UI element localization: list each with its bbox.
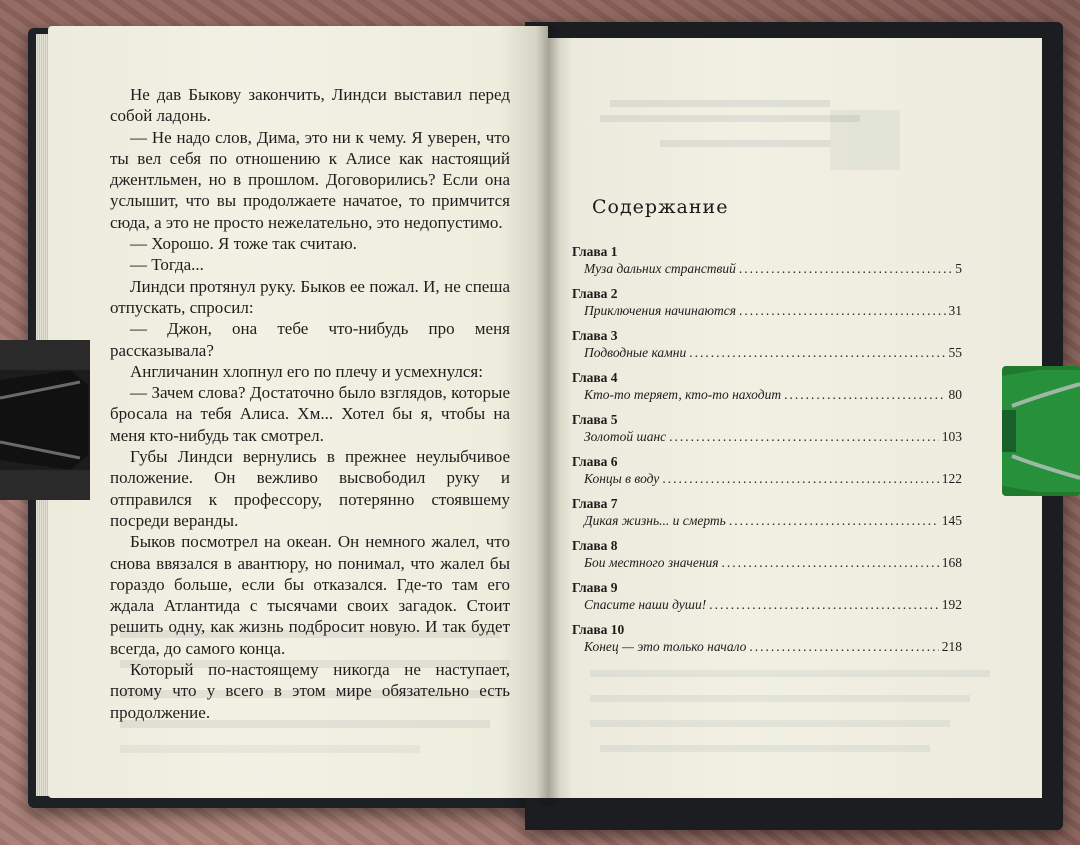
toc-page-number: 145 xyxy=(941,513,962,528)
toc-chapter: Глава 9 xyxy=(572,580,618,595)
toc-chapter: Глава 4 xyxy=(572,370,618,385)
toc-chapter: Глава 7 xyxy=(572,496,618,511)
toc-chapter-name: Приключения начинаются xyxy=(584,303,737,318)
toc-entry xyxy=(572,454,962,496)
toc-chapter: Глава 1 xyxy=(572,244,618,259)
table-of-contents xyxy=(572,244,962,664)
toc-entry xyxy=(572,580,962,622)
toc-page-number: 122 xyxy=(941,471,962,486)
toc-page-number: 31 xyxy=(948,303,962,318)
toc-leader-dots xyxy=(722,554,939,572)
paragraph: Англичанин хлопнул его по плечу и усмехнулся: xyxy=(130,361,483,381)
toc-entry xyxy=(572,370,962,412)
toc-page-number: 5 xyxy=(955,261,962,276)
paragraph: — Зачем слова? Достаточно было взглядов, которые бросала на тебя Алиса. Хм... Хотел бы я, чтобы на меня кто-нибудь так смотрел. xyxy=(110,383,510,445)
toc-chapter-name: Кто-то теряет, кто-то находит xyxy=(584,387,782,402)
toc-leader-dots xyxy=(739,302,945,320)
toc-title: Содержание xyxy=(592,196,729,218)
toc-entry xyxy=(572,496,962,538)
toc-chapter-name: Конец — это только начало xyxy=(584,639,747,654)
toc-page-number: 218 xyxy=(941,639,962,654)
toc-page-number: 80 xyxy=(948,387,962,402)
chapter-ending-text xyxy=(110,84,510,723)
paragraph: — Тогда... xyxy=(130,255,204,275)
green-binder-clip xyxy=(998,366,1080,496)
toc-chapter-name: Бои местного значения xyxy=(584,555,719,570)
toc-chapter: Глава 3 xyxy=(572,328,618,343)
paragraph: — Хорошо. Я тоже так считаю. xyxy=(130,234,357,254)
toc-leader-dots xyxy=(709,596,939,614)
toc-page-number: 192 xyxy=(941,597,962,612)
toc-chapter-name: Золотой шанс xyxy=(584,429,667,444)
toc-entry xyxy=(572,286,962,328)
toc-leader-dots xyxy=(689,344,945,362)
toc-chapter: Глава 5 xyxy=(572,412,618,427)
toc-leader-dots xyxy=(669,428,939,446)
toc-chapter: Глава 10 xyxy=(572,622,625,637)
toc-chapter: Глава 6 xyxy=(572,454,618,469)
toc-chapter-name: Подводные камни xyxy=(584,345,687,360)
toc-entry xyxy=(572,328,962,370)
toc-entry xyxy=(572,538,962,580)
paragraph: — Не надо слов, Дима, это ни к чему. Я уверен, что ты вел себя по отношению к Алисе как настоящий джентльмен, но в прошлом. Договорились? Если она услышит, что вы продолжаете начатое, то примчится сюда, а это не просто нежелательно, это недопустимо. xyxy=(110,127,510,232)
toc-page-number: 168 xyxy=(941,555,962,570)
toc-chapter-name: Спасите наши души! xyxy=(584,597,707,612)
toc-entry xyxy=(572,244,962,286)
toc-chapter-name: Муза дальних странствий xyxy=(584,261,736,276)
toc-leader-dots xyxy=(749,638,938,656)
toc-entry xyxy=(572,412,962,454)
toc-chapter-name: Дикая жизнь... и смерть xyxy=(584,513,726,528)
paragraph: Губы Линдси вернулись в прежнее неулыбчивое положение. Он вежливо высвободил руку и отправился к профессору, потерянно стоявшему посреди веранды. xyxy=(110,447,510,530)
toc-page-number: 103 xyxy=(941,429,962,444)
paragraph: — Джон, она тебе что-нибудь про меня рассказывала? xyxy=(110,319,510,360)
paragraph: Который по-настоящему никогда не наступает, потому что у всего в этом мире обязательно есть продолжение. xyxy=(110,660,510,722)
toc-chapter-name: Концы в воду xyxy=(584,471,660,486)
paragraph: Не дав Быкову закончить, Линдси выставил перед собой ладонь. xyxy=(110,85,510,126)
toc-leader-dots xyxy=(729,512,939,530)
toc-leader-dots xyxy=(784,386,945,404)
paragraph: Линдси протянул руку. Быков ее пожал. И, не спеша отпускать, спросил: xyxy=(110,276,510,317)
paragraph: Быков посмотрел на океан. Он немного жалел, что снова ввязался в авантюру, но понимал, что жалел бы гораздо больше, если бы отказался. Где-то там его ждала Атлантида с тысячами своих загадок. Стоит решить одну, как жизнь подбросит новую. И так будет всегда, до самого конца. xyxy=(110,532,510,658)
toc-leader-dots xyxy=(662,470,938,488)
toc-entry xyxy=(572,622,962,664)
toc-page-number: 55 xyxy=(948,345,962,360)
toc-chapter: Глава 8 xyxy=(572,538,618,553)
toc-leader-dots xyxy=(739,260,952,278)
toc-chapter: Глава 2 xyxy=(572,286,618,301)
black-binder-clip xyxy=(0,340,96,500)
